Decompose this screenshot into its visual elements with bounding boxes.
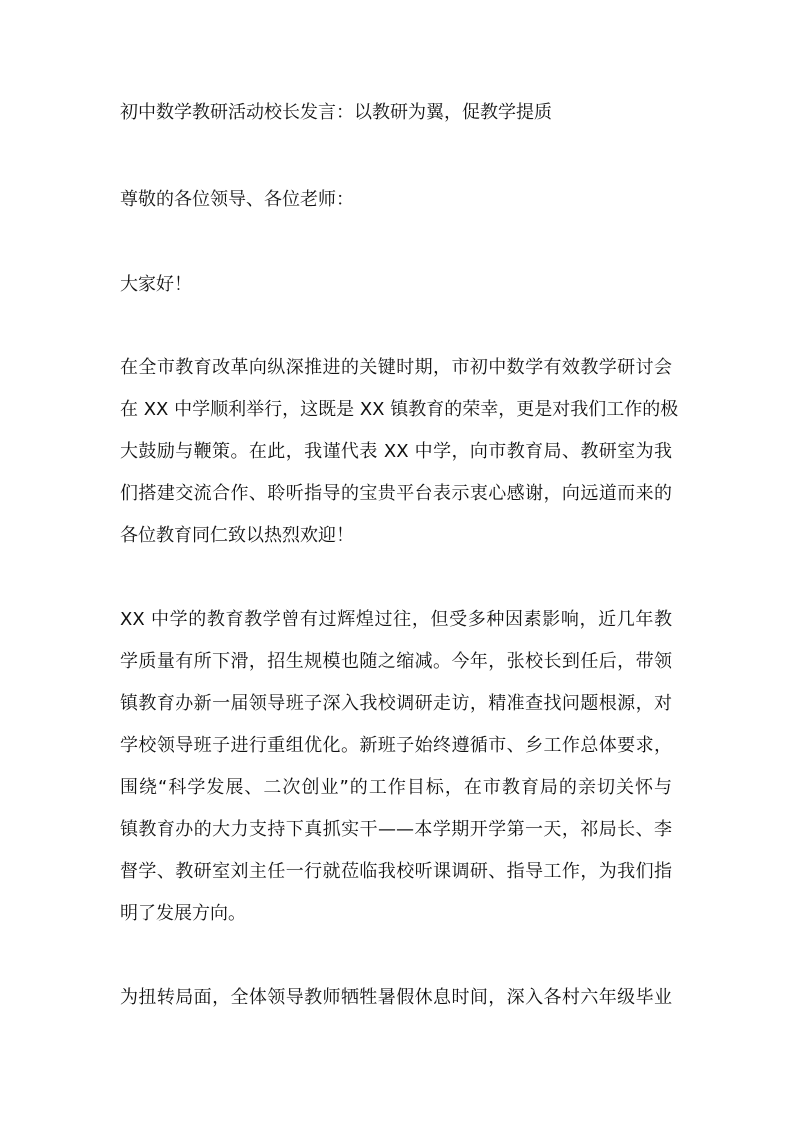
paragraph-line: 为扭转局面，全体领导教师牺牲暑假休息时间，深入各村六年级毕业 — [120, 987, 672, 1008]
paragraph-line: XX 中学的教育教学曾有过辉煌过往，但受多种因素影响，近几年教 — [120, 609, 672, 630]
paragraph-1 — [120, 347, 679, 557]
paragraph-line: 督学、教研室刘主任一行就莅临我校听课调研、指导工作，为我们指 — [120, 861, 672, 882]
paragraph-line: 学校领导班子进行重组优化。新班子始终遵循市、乡工作总体要求， — [120, 735, 672, 756]
paragraph-line: 在 XX 中学顺利举行，这既是 XX 镇教育的荣幸，更是对我们工作的极 — [120, 399, 679, 420]
paragraph-line: 们搭建交流合作、聆听指导的宝贵平台表示衷心感谢，向远道而来的 — [120, 483, 672, 504]
paragraph-line: 在全市教育改革向纵深推进的关键时期，市初中数学有效教学研讨会 — [120, 357, 672, 378]
salutation: 尊敬的各位领导、各位老师： — [120, 189, 354, 210]
document-title: 初中数学教研活动校长发言：以教研为翼，促教学提质 — [120, 102, 552, 123]
paragraph-line: 明了发展方向。 — [120, 903, 246, 924]
paragraph-2 — [120, 599, 672, 935]
paragraph-line: 围绕“科学发展、二次创业”的工作目标，在市教育局的亲切关怀与 — [120, 777, 672, 798]
paragraph-line: 大鼓励与鞭策。在此，我谨代表 XX 中学，向市教育局、教研室为我 — [120, 441, 672, 462]
paragraph-line: 镇教育办新一届领导班子深入我校调研走访，精准查找问题根源，对 — [120, 693, 672, 714]
paragraph-3 — [120, 977, 672, 1019]
paragraph-line: 学质量有所下滑，招生规模也随之缩减。今年，张校长到任后，带领 — [120, 651, 672, 672]
paragraph-line: 各位教育同仁致以热烈欢迎！ — [120, 525, 354, 546]
greeting: 大家好！ — [120, 274, 192, 295]
paragraph-line: 镇教育办的大力支持下真抓实干——本学期开学第一天，祁局长、李 — [120, 819, 672, 840]
